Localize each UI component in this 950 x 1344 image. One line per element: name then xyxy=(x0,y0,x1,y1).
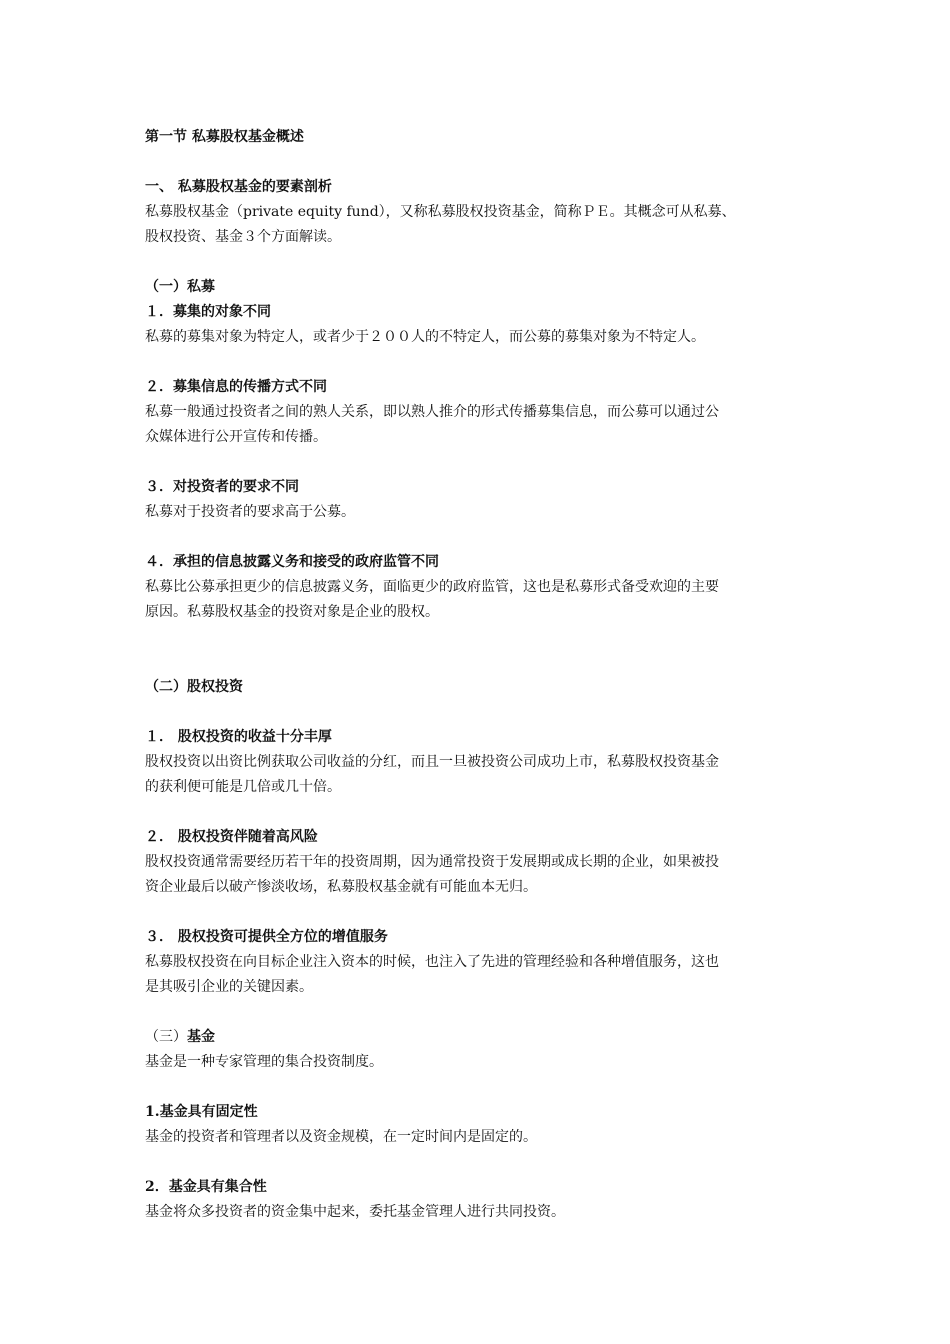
fund-item-title: 1.基金具有固定性 xyxy=(145,1104,258,1120)
private-item-title: ２．募集信息的传播方式不同 xyxy=(145,379,327,395)
fund-intro: 基金是一种专家管理的集合投资制度。 xyxy=(145,1054,383,1070)
fund-item-body: 基金的投资者和管理者以及资金规模，在一定时间内是固定的。 xyxy=(145,1129,537,1145)
section-title: 第一节 私募股权基金概述 xyxy=(145,129,304,145)
equity-item-body: 资企业最后以破产惨淡收场，私募股权基金就有可能血本无归。 xyxy=(145,879,537,895)
equity-item-title: ３． 股权投资可提供全方位的增值服务 xyxy=(145,929,388,945)
private-item-title: ４．承担的信息披露义务和接受的政府监管不同 xyxy=(145,554,439,570)
private-item-body: 私募一般通过投资者之间的熟人关系，即以熟人推介的形式传播募集信息，而公募可以通过公 xyxy=(145,404,719,420)
private-item-body: 原因。私募股权基金的投资对象是企业的股权。 xyxy=(145,604,439,620)
fund-item-title: 2．基金具有集合性 xyxy=(145,1179,267,1195)
private-item-body: 私募的募集对象为特定人，或者少于２００人的不特定人，而公募的募集对象为不特定人。 xyxy=(145,329,705,345)
fund-heading-main: 基金 xyxy=(187,1029,215,1045)
equity-item-body: 是其吸引企业的关键因素。 xyxy=(145,979,313,995)
part1-intro-line: 股权投资、基金３个方面解读。 xyxy=(145,229,341,245)
equity-item-body: 私募股权投资在向目标企业注入资本的时候，也注入了先进的管理经验和各种增值服务，这也 xyxy=(145,954,719,970)
equity-item-title: １． 股权投资的收益十分丰厚 xyxy=(145,729,332,745)
private-heading: （一）私募 xyxy=(145,279,215,295)
part1-heading: 一、 私募股权基金的要素剖析 xyxy=(145,179,332,195)
equity-item-body: 股权投资以出资比例获取公司收益的分红，而且一旦被投资公司成功上市，私募股权投资基金 xyxy=(145,754,719,770)
private-item-body: 私募对于投资者的要求高于公募。 xyxy=(145,504,355,520)
document-page xyxy=(145,125,810,1225)
private-item-title: １．募集的对象不同 xyxy=(145,304,271,320)
private-item-body: 众媒体进行公开宣传和传播。 xyxy=(145,429,327,445)
part1-intro-line: 私募股权基金（private equity fund），又称私募股权投资基金，简称ＰＥ。其概念可从私募、 xyxy=(145,204,736,220)
equity-item-body: 股权投资通常需要经历若干年的投资周期，因为通常投资于发展期或成长期的企业，如果被投 xyxy=(145,854,719,870)
private-item-title: ３．对投资者的要求不同 xyxy=(145,479,299,495)
fund-item-body: 基金将众多投资者的资金集中起来，委托基金管理人进行共同投资。 xyxy=(145,1204,565,1220)
fund-heading-prefix: （三） xyxy=(145,1029,187,1045)
fund-heading xyxy=(145,1025,810,1050)
equity-item-title: ２． 股权投资伴随着高风险 xyxy=(145,829,318,845)
equity-heading: （二）股权投资 xyxy=(145,679,243,695)
equity-item-body: 的获利便可能是几倍或几十倍。 xyxy=(145,779,341,795)
private-item-body: 私募比公募承担更少的信息披露义务，面临更少的政府监管，这也是私募形式备受欢迎的主要 xyxy=(145,579,719,595)
